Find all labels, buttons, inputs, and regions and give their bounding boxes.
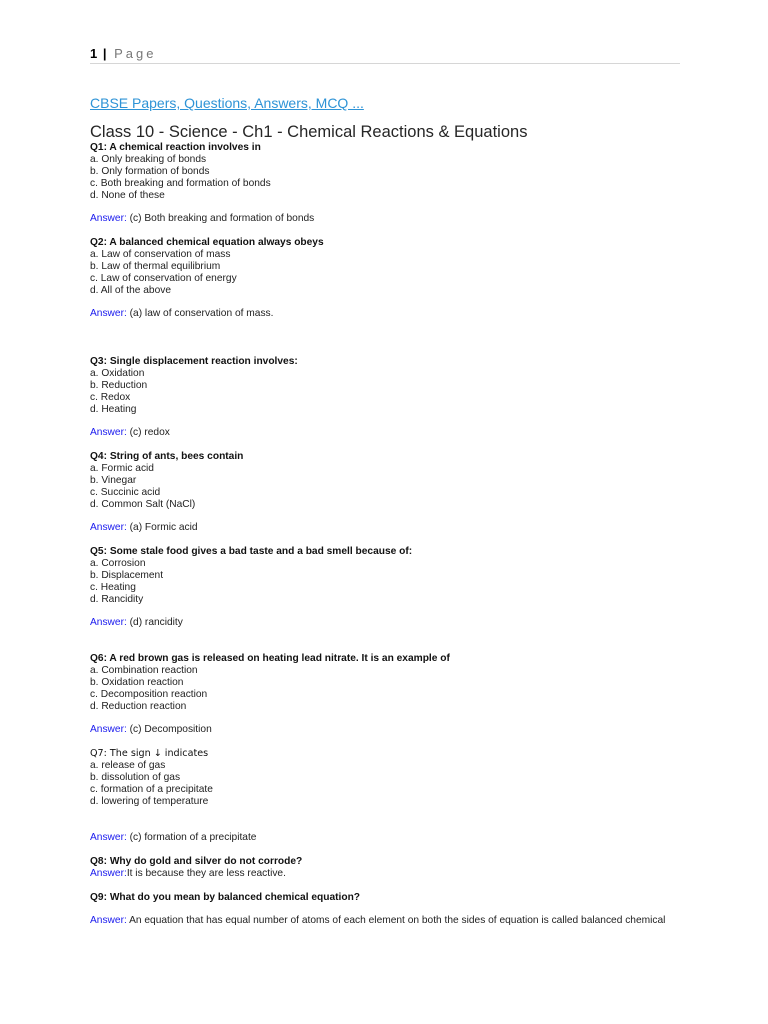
answer-3 — [90, 427, 690, 439]
option: b. Reduction — [90, 380, 148, 391]
option: d. None of these — [90, 190, 165, 201]
question-9 — [90, 892, 690, 904]
question-text: Q2: A balanced chemical equation always obeys — [90, 237, 324, 248]
document-body — [90, 95, 690, 927]
option: c. Law of conservation of energy — [90, 273, 237, 284]
answer-text: (c) formation of a precipitate — [126, 832, 257, 843]
document-title: Class 10 - Science - Ch1 - Chemical Reactions & Equations — [90, 123, 528, 141]
option: d. lowering of temperature — [90, 796, 209, 807]
page-separator: | — [102, 46, 107, 61]
question-6 — [90, 653, 690, 713]
question-4 — [90, 451, 690, 511]
answer-label: Answer: — [90, 617, 127, 628]
question-text: Q8: Why do gold and silver do not corrode? — [90, 856, 303, 867]
option: a. Combination reaction — [90, 665, 198, 676]
option: d. Heating — [90, 404, 137, 415]
answer-2 — [90, 308, 690, 320]
question-text: Q5: Some stale food gives a bad taste and a bad smell because of: — [90, 546, 413, 557]
option: c. Redox — [90, 392, 131, 403]
answer-label: Answer: — [90, 915, 127, 926]
option: b. Law of thermal equilibrium — [90, 261, 221, 272]
answer-label: Answer: — [90, 868, 127, 879]
question-1 — [90, 142, 690, 202]
answer-5 — [90, 617, 690, 629]
option: c. Heating — [90, 582, 136, 593]
answer-7 — [90, 832, 690, 844]
option: a. Law of conservation of mass — [90, 249, 231, 260]
answer-text: (c) redox — [126, 427, 170, 438]
question-text: Q6: A red brown gas is released on heating lead nitrate. It is an example of — [90, 653, 450, 664]
option: c. Succinic acid — [90, 487, 161, 498]
page-word: Page — [114, 46, 157, 61]
question-5 — [90, 546, 690, 606]
answer-label: Answer: — [90, 427, 127, 438]
option: a. Formic acid — [90, 463, 154, 474]
option: c. formation of a precipitate — [90, 784, 213, 795]
option: d. Common Salt (NaCl) — [90, 499, 196, 510]
option: a. Corrosion — [90, 558, 146, 569]
answer-text: (c) Both breaking and formation of bonds — [126, 213, 315, 224]
answer-1 — [90, 213, 690, 225]
answer-text: An equation that has equal number of atoms of each element on both the sides of equation is called balanced chemical — [126, 915, 666, 926]
question-8 — [90, 856, 690, 880]
answer-text: (c) Decomposition — [126, 724, 212, 735]
answer-4 — [90, 522, 690, 534]
answer-6 — [90, 724, 690, 736]
answer-text: (a) law of conservation of mass. — [126, 308, 274, 319]
answer-label: Answer: — [90, 724, 127, 735]
answer-text: (a) Formic acid — [126, 522, 198, 533]
answer-text: It is because they are less reactive. — [126, 868, 286, 879]
question-2 — [90, 237, 690, 297]
option: a. Oxidation — [90, 368, 145, 379]
option: b. Vinegar — [90, 475, 137, 486]
answer-8 — [90, 868, 690, 880]
question-text: Q9: What do you mean by balanced chemical equation? — [90, 892, 361, 903]
answer-label: Answer: — [90, 308, 127, 319]
option: b. Oxidation reaction — [90, 677, 184, 688]
option: a. Only breaking of bonds — [90, 154, 207, 165]
answer-9 — [90, 915, 690, 927]
question-7 — [90, 748, 690, 808]
answer-label: Answer: — [90, 522, 127, 533]
question-text: Q7: The sign ↓ indicates — [90, 748, 209, 759]
question-text: Q3: Single displacement reaction involves: — [90, 356, 298, 367]
option: b. Displacement — [90, 570, 164, 581]
option: b. dissolution of gas — [90, 772, 181, 783]
option: c. Decomposition reaction — [90, 689, 208, 700]
answer-text: (d) rancidity — [126, 617, 183, 628]
answer-label: Answer: — [90, 832, 127, 843]
option: c. Both breaking and formation of bonds — [90, 178, 271, 189]
cbse-site-link[interactable]: CBSE Papers, Questions, Answers, MCQ ... — [90, 95, 364, 111]
question-text: Q1: A chemical reaction involves in — [90, 142, 261, 153]
option: b. Only formation of bonds — [90, 166, 210, 177]
option: d. All of the above — [90, 285, 171, 296]
option: d. Reduction reaction — [90, 701, 187, 712]
option: a. release of gas — [90, 760, 166, 771]
page-header — [90, 46, 680, 64]
question-3 — [90, 356, 690, 416]
question-text: Q4: String of ants, bees contain — [90, 451, 244, 462]
option: d. Rancidity — [90, 594, 144, 605]
page-number: 1 — [90, 46, 98, 61]
answer-label: Answer: — [90, 213, 127, 224]
